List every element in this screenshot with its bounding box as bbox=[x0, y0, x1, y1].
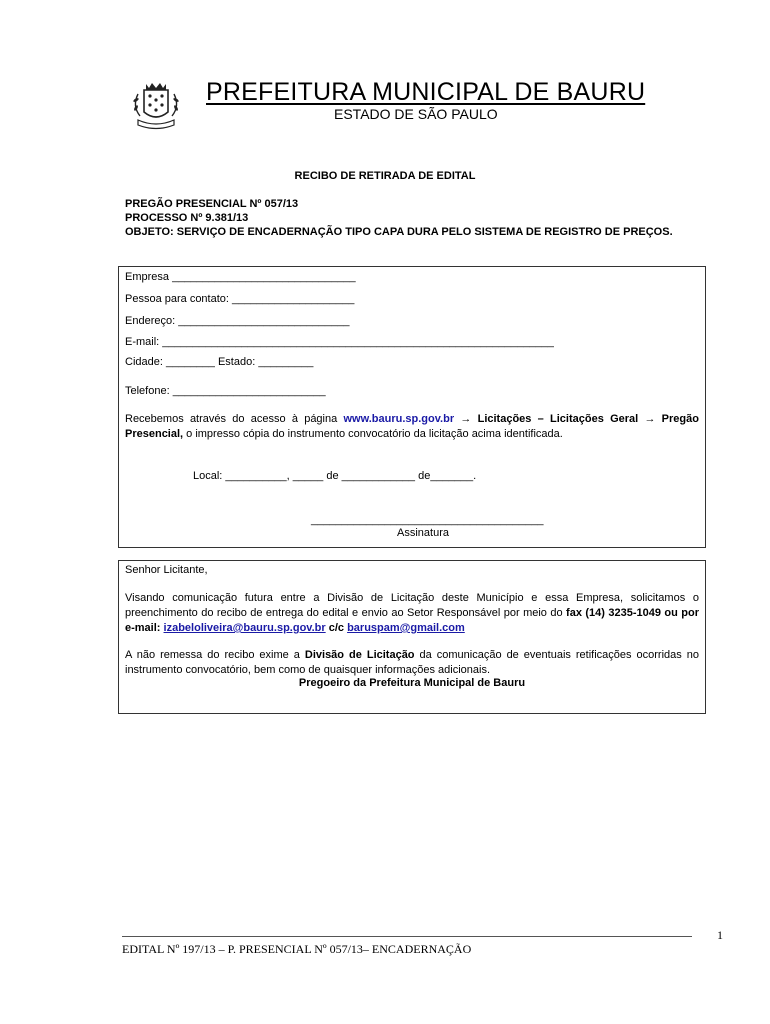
processo-number: PROCESSO Nº 9.381/13 bbox=[125, 212, 249, 224]
notice-signoff: Pregoeiro da Prefeitura Municipal de Bauru bbox=[298, 677, 526, 689]
notice-box bbox=[118, 560, 706, 714]
receipt-form-box bbox=[118, 266, 706, 548]
page-subtitle: ESTADO DE SÃO PAULO bbox=[334, 106, 498, 122]
notice-p2-b: da comunicação de eventuais retificações ocorridas no instrumento convocatório, bem como de quaisquer informações adicionais. bbox=[125, 649, 699, 676]
email-field[interactable]: E-mail: ________________________________________________________________ bbox=[125, 336, 554, 348]
notice-p1-text: Visando comunicação futura entre a Divisão de Licitação deste Município e essa Empresa, solicitamos o preenchimento do recibo de entrega do edital e envio ao Setor Responsável por meio do bbox=[125, 592, 699, 619]
notice-cc: c/c bbox=[328, 622, 345, 634]
email-link-1[interactable]: izabeloliveira@bauru.sp.gov.br bbox=[163, 622, 326, 634]
email-link-2[interactable]: baruspam@gmail.com bbox=[347, 622, 465, 634]
receipt-statement bbox=[125, 412, 699, 442]
document-heading: RECIBO DE RETIRADA DE EDITAL bbox=[294, 170, 476, 182]
notice-fax: fax (14) 3235-1049 ou por e-mail: bbox=[125, 607, 699, 634]
telefone-field[interactable]: Telefone: _________________________ bbox=[125, 385, 326, 397]
receipt-text-1: Recebemos através do acesso à página bbox=[125, 413, 338, 425]
notice-paragraph-1 bbox=[125, 591, 699, 636]
municipal-seal-icon bbox=[128, 78, 184, 134]
footer-divider bbox=[122, 936, 692, 937]
endereco-field[interactable]: Endereço: ____________________________ bbox=[125, 315, 350, 327]
signature-line[interactable]: ______________________________________ bbox=[311, 514, 544, 526]
cidade-estado-field[interactable]: Cidade: ________ Estado: _________ bbox=[125, 356, 314, 368]
receipt-path: Licitações – Licitações Geral → Pregão Presencial, bbox=[125, 413, 699, 440]
pregao-number: PREGÃO PRESENCIAL Nº 057/13 bbox=[125, 198, 299, 210]
footer-text: EDITAL Nº 197/13 – P. PRESENCIAL Nº 057/13– ENCADERNAÇÃO bbox=[122, 942, 472, 956]
contato-field[interactable]: Pessoa para contato: ____________________ bbox=[125, 293, 355, 305]
local-date-field[interactable]: Local: __________, _____ de ____________ de_______. bbox=[193, 470, 477, 482]
notice-p2-a: A não remessa do recibo exime a bbox=[125, 649, 300, 661]
empresa-field[interactable]: Empresa ______________________________ bbox=[125, 271, 356, 283]
objeto-description: OBJETO: SERVIÇO DE ENCADERNAÇÃO TIPO CAPA DURA PELO SISTEMA DE REGISTRO DE PREÇOS. bbox=[125, 226, 673, 238]
receipt-text-3: o impresso cópia do instrumento convocatório da licitação acima identificada. bbox=[186, 428, 563, 440]
notice-paragraph-2 bbox=[125, 648, 699, 678]
arrow-text: → bbox=[460, 413, 472, 425]
notice-greeting: Senhor Licitante, bbox=[125, 564, 208, 576]
notice-p2-bold: Divisão de Licitação bbox=[304, 649, 415, 661]
bauru-site-link[interactable]: www.bauru.sp.gov.br bbox=[343, 413, 455, 425]
page-number: 1 bbox=[717, 928, 723, 942]
signature-label: Assinatura bbox=[397, 527, 449, 539]
page-title: PREFEITURA MUNICIPAL DE BAURU bbox=[206, 78, 646, 106]
